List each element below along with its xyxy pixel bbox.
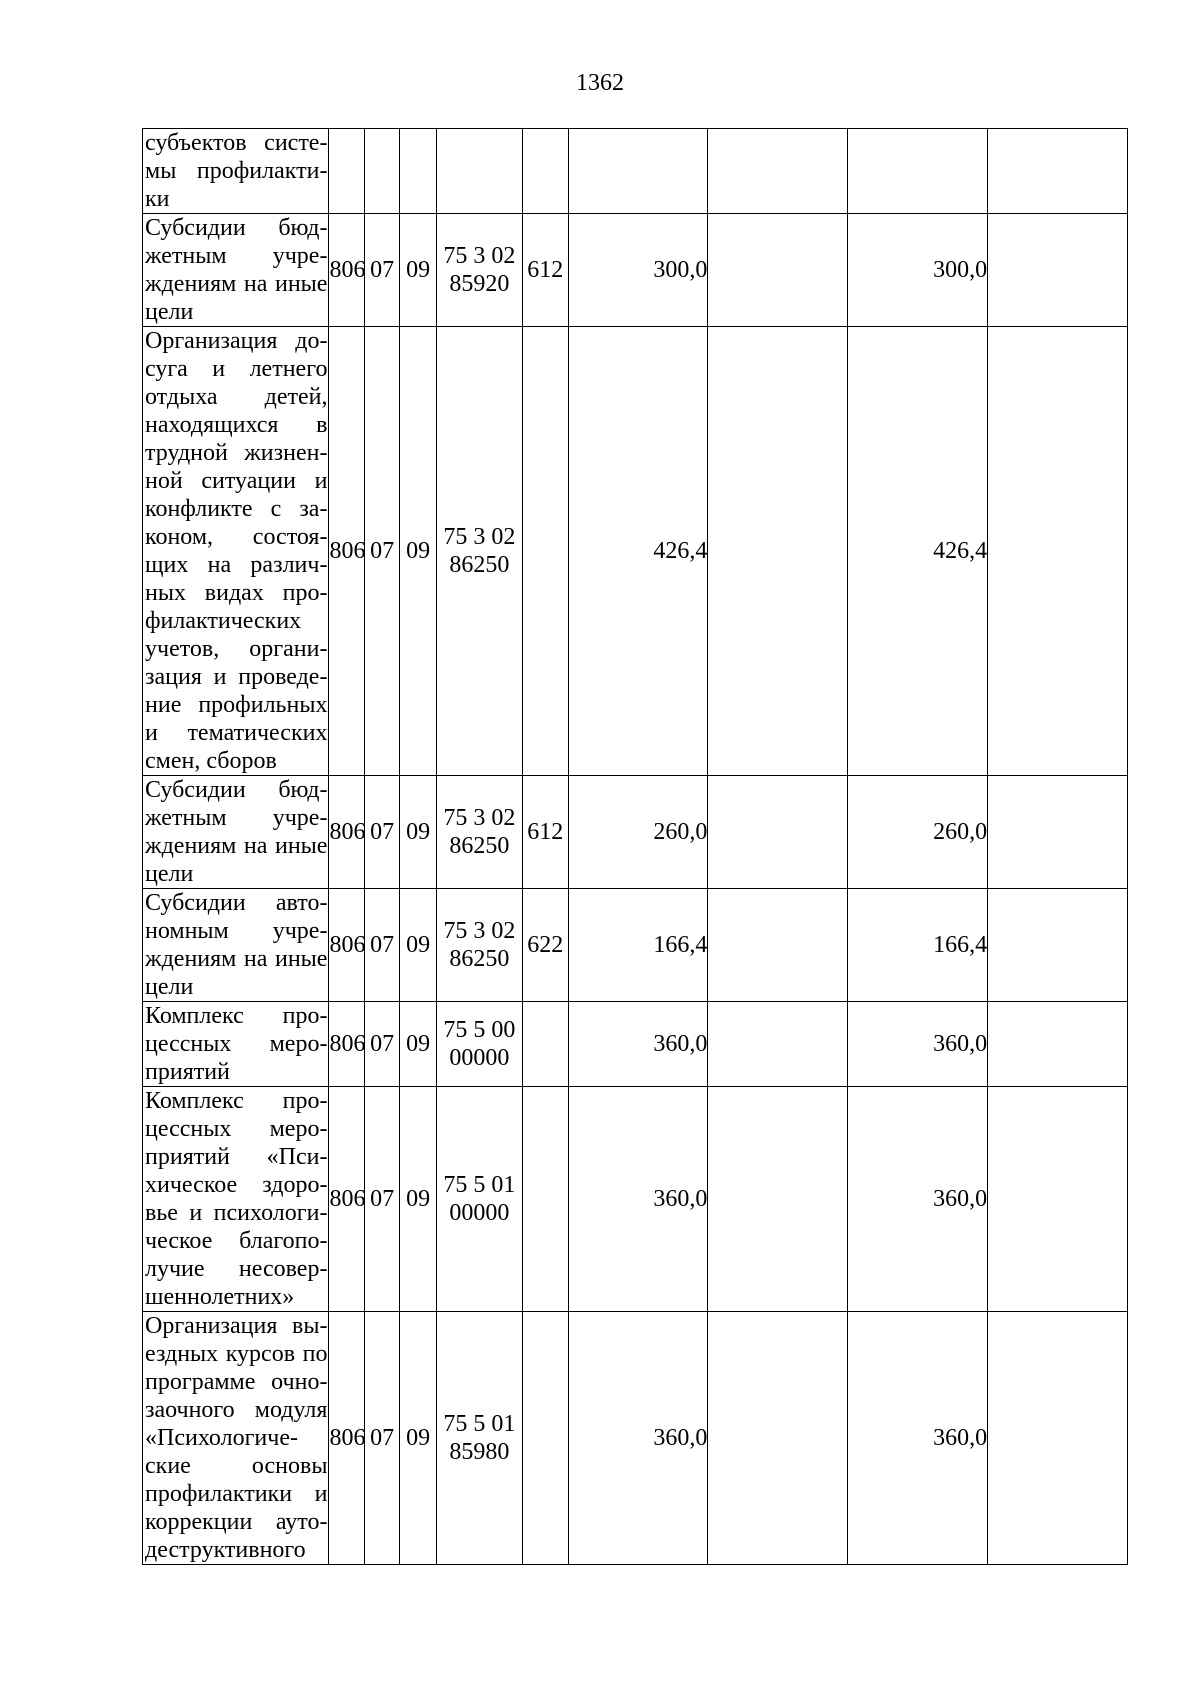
page-number: 1362 [576, 70, 624, 96]
row-name-line: номным учре- [145, 918, 328, 944]
target-article-cell [436, 214, 522, 327]
row-name-line: ных видах про- [145, 580, 328, 606]
amount-cell-sum2 [708, 1087, 848, 1312]
row-name-line: ние профильных [145, 692, 328, 718]
row-name-line: цессных меро- [145, 1116, 328, 1142]
target-article-line: 75 5 01 [443, 1172, 516, 1198]
subsection-code-cell: 09 [400, 1002, 436, 1087]
amount-cell-sum1: 300,0 [568, 214, 708, 327]
amount-cell-sum4 [988, 214, 1128, 327]
row-name-line: ческое благопо- [145, 1228, 328, 1254]
row-name-line: Субсидии бюд- [145, 777, 328, 803]
row-name-line: вье и психологи- [145, 1200, 328, 1226]
target-article-cell [436, 1002, 522, 1087]
amount-cell-sum2 [708, 327, 848, 776]
row-name-line: ки [145, 186, 170, 212]
row-name-cell [143, 1312, 329, 1565]
row-name-line: хическое здоро- [145, 1172, 328, 1198]
row-name-line: ские основы [145, 1453, 328, 1479]
subsection-code-cell: 09 [400, 1312, 436, 1565]
table-row [143, 889, 1128, 1002]
admin-code-cell [329, 129, 364, 214]
section-code-cell: 07 [364, 1312, 399, 1565]
amount-cell-sum2 [708, 776, 848, 889]
row-name-line: отдыха детей, [145, 384, 328, 410]
amount-cell-sum2 [708, 1312, 848, 1565]
amount-cell-sum4 [988, 129, 1128, 214]
amount-cell-sum1: 426,4 [568, 327, 708, 776]
row-name-line: цели [145, 299, 194, 325]
row-name-line: Комплекс про- [145, 1003, 328, 1029]
row-name-line: профилактики и [145, 1481, 328, 1507]
target-article-line: 00000 [449, 1200, 510, 1226]
amount-cell-sum3: 300,0 [848, 214, 988, 327]
target-article-cell [436, 1087, 522, 1312]
amount-cell-sum3: 260,0 [848, 776, 988, 889]
row-name-line: филактических [145, 608, 302, 634]
target-article-line: 75 3 02 [443, 524, 516, 550]
row-name-cell [143, 214, 329, 327]
row-name-line: приятий «Пси- [145, 1144, 328, 1170]
amount-cell-sum3: 360,0 [848, 1087, 988, 1312]
section-code-cell: 07 [364, 889, 399, 1002]
target-article-line: 75 3 02 [443, 918, 516, 944]
row-name-line: цели [145, 974, 194, 1000]
amount-cell-sum1: 260,0 [568, 776, 708, 889]
section-code-cell: 07 [364, 1002, 399, 1087]
row-name-line: находящихся в [145, 412, 328, 438]
row-name-cell [143, 889, 329, 1002]
row-name-line: зация и проведе- [145, 664, 328, 690]
amount-cell-sum1: 166,4 [568, 889, 708, 1002]
table-row [143, 776, 1128, 889]
row-name-line: трудной жизнен- [145, 440, 328, 466]
table-row [143, 1312, 1128, 1565]
amount-cell-sum4 [988, 889, 1128, 1002]
target-article-cell [436, 327, 522, 776]
table-row [143, 327, 1128, 776]
admin-code-cell: 806 [329, 1087, 364, 1312]
amount-cell-sum1: 360,0 [568, 1002, 708, 1087]
amount-cell-sum2 [708, 889, 848, 1002]
amount-cell-sum3: 360,0 [848, 1002, 988, 1087]
budget-table [142, 128, 1128, 1565]
row-name-line: цессных меро- [145, 1031, 328, 1057]
amount-cell-sum4 [988, 327, 1128, 776]
target-article-line: 86250 [449, 833, 510, 859]
row-name-line: смен, сборов [145, 748, 277, 774]
amount-cell-sum2 [708, 129, 848, 214]
target-article-line: 86250 [449, 946, 510, 972]
row-name-line: жетным учре- [145, 805, 328, 831]
row-name-line: учетов, органи- [145, 636, 328, 662]
expense-type-cell [522, 1312, 568, 1565]
row-name-line: Комплекс про- [145, 1088, 328, 1114]
table-row [143, 1002, 1128, 1087]
subsection-code-cell: 09 [400, 327, 436, 776]
amount-cell-sum4 [988, 776, 1128, 889]
section-code-cell: 07 [364, 776, 399, 889]
expense-type-cell [522, 1087, 568, 1312]
section-code-cell [364, 129, 399, 214]
subsection-code-cell: 09 [400, 776, 436, 889]
row-name-line: цели [145, 861, 194, 887]
table-body [143, 129, 1128, 1565]
target-article-line: 85980 [449, 1439, 510, 1465]
amount-cell-sum1 [568, 129, 708, 214]
amount-cell-sum3: 166,4 [848, 889, 988, 1002]
subsection-code-cell [400, 129, 436, 214]
target-article-line: 85920 [449, 271, 510, 297]
row-name-line: Субсидии бюд- [145, 215, 328, 241]
admin-code-cell: 806 [329, 214, 364, 327]
row-name-line: приятий [145, 1059, 230, 1085]
row-name-line: «Психологиче- [145, 1425, 298, 1451]
amount-cell-sum2 [708, 214, 848, 327]
admin-code-cell: 806 [329, 327, 364, 776]
expense-type-cell: 622 [522, 889, 568, 1002]
row-name-cell [143, 1087, 329, 1312]
row-name-cell [143, 1002, 329, 1087]
row-name-line: шеннолетних» [145, 1284, 295, 1310]
row-name-line: лучие несовер- [145, 1256, 328, 1282]
row-name-line: щих на различ- [145, 552, 328, 578]
amount-cell-sum3: 426,4 [848, 327, 988, 776]
row-name-line: субъектов систе- [145, 130, 328, 156]
row-name-line: жетным учре- [145, 243, 328, 269]
section-code-cell: 07 [364, 1087, 399, 1312]
table-row [143, 214, 1128, 327]
row-name-line: ездных курсов по [145, 1341, 328, 1367]
target-article-cell [436, 1312, 522, 1565]
target-article-line: 75 5 01 [443, 1411, 516, 1437]
row-name-cell [143, 776, 329, 889]
row-name-line: ной ситуации и [145, 468, 328, 494]
amount-cell-sum1: 360,0 [568, 1087, 708, 1312]
amount-cell-sum3: 360,0 [848, 1312, 988, 1565]
target-article-cell [436, 129, 522, 214]
amount-cell-sum2 [708, 1002, 848, 1087]
admin-code-cell: 806 [329, 889, 364, 1002]
row-name-line: ждениям на иные [145, 946, 328, 972]
row-name-line: Организация до- [145, 328, 328, 354]
row-name-line: ждениям на иные [145, 271, 328, 297]
amount-cell-sum3 [848, 129, 988, 214]
table-row [143, 129, 1128, 214]
target-article-line: 86250 [449, 552, 510, 578]
expense-type-cell [522, 327, 568, 776]
expense-type-cell [522, 129, 568, 214]
target-article-line: 75 3 02 [443, 805, 516, 831]
amount-cell-sum4 [988, 1002, 1128, 1087]
row-name-cell [143, 129, 329, 214]
row-name-line: и тематических [145, 720, 328, 746]
row-name-line: Субсидии авто- [145, 890, 328, 916]
section-code-cell: 07 [364, 327, 399, 776]
amount-cell-sum1: 360,0 [568, 1312, 708, 1565]
table-row [143, 1087, 1128, 1312]
subsection-code-cell: 09 [400, 1087, 436, 1312]
admin-code-cell: 806 [329, 1002, 364, 1087]
amount-cell-sum4 [988, 1087, 1128, 1312]
amount-cell-sum4 [988, 1312, 1128, 1565]
row-name-line: заочного модуля [145, 1397, 328, 1423]
row-name-line: деструктивного [145, 1537, 306, 1563]
expense-type-cell [522, 1002, 568, 1087]
target-article-line: 75 3 02 [443, 243, 516, 269]
row-name-line: коном, состоя- [145, 524, 328, 550]
admin-code-cell: 806 [329, 1312, 364, 1565]
section-code-cell: 07 [364, 214, 399, 327]
target-article-cell [436, 776, 522, 889]
subsection-code-cell: 09 [400, 889, 436, 1002]
row-name-line: конфликте с за- [145, 496, 328, 522]
expense-type-cell: 612 [522, 214, 568, 327]
row-name-line: коррекции ауто- [145, 1509, 328, 1535]
admin-code-cell: 806 [329, 776, 364, 889]
row-name-cell [143, 327, 329, 776]
target-article-line: 75 5 00 [443, 1017, 516, 1043]
row-name-line: ждениям на иные [145, 833, 328, 859]
row-name-line: суга и летнего [145, 356, 328, 382]
row-name-line: мы профилакти- [145, 158, 328, 184]
expense-type-cell: 612 [522, 776, 568, 889]
row-name-line: Организация вы- [145, 1313, 328, 1339]
row-name-line: программе очно- [145, 1369, 328, 1395]
target-article-cell [436, 889, 522, 1002]
target-article-line: 00000 [449, 1045, 510, 1071]
subsection-code-cell: 09 [400, 214, 436, 327]
